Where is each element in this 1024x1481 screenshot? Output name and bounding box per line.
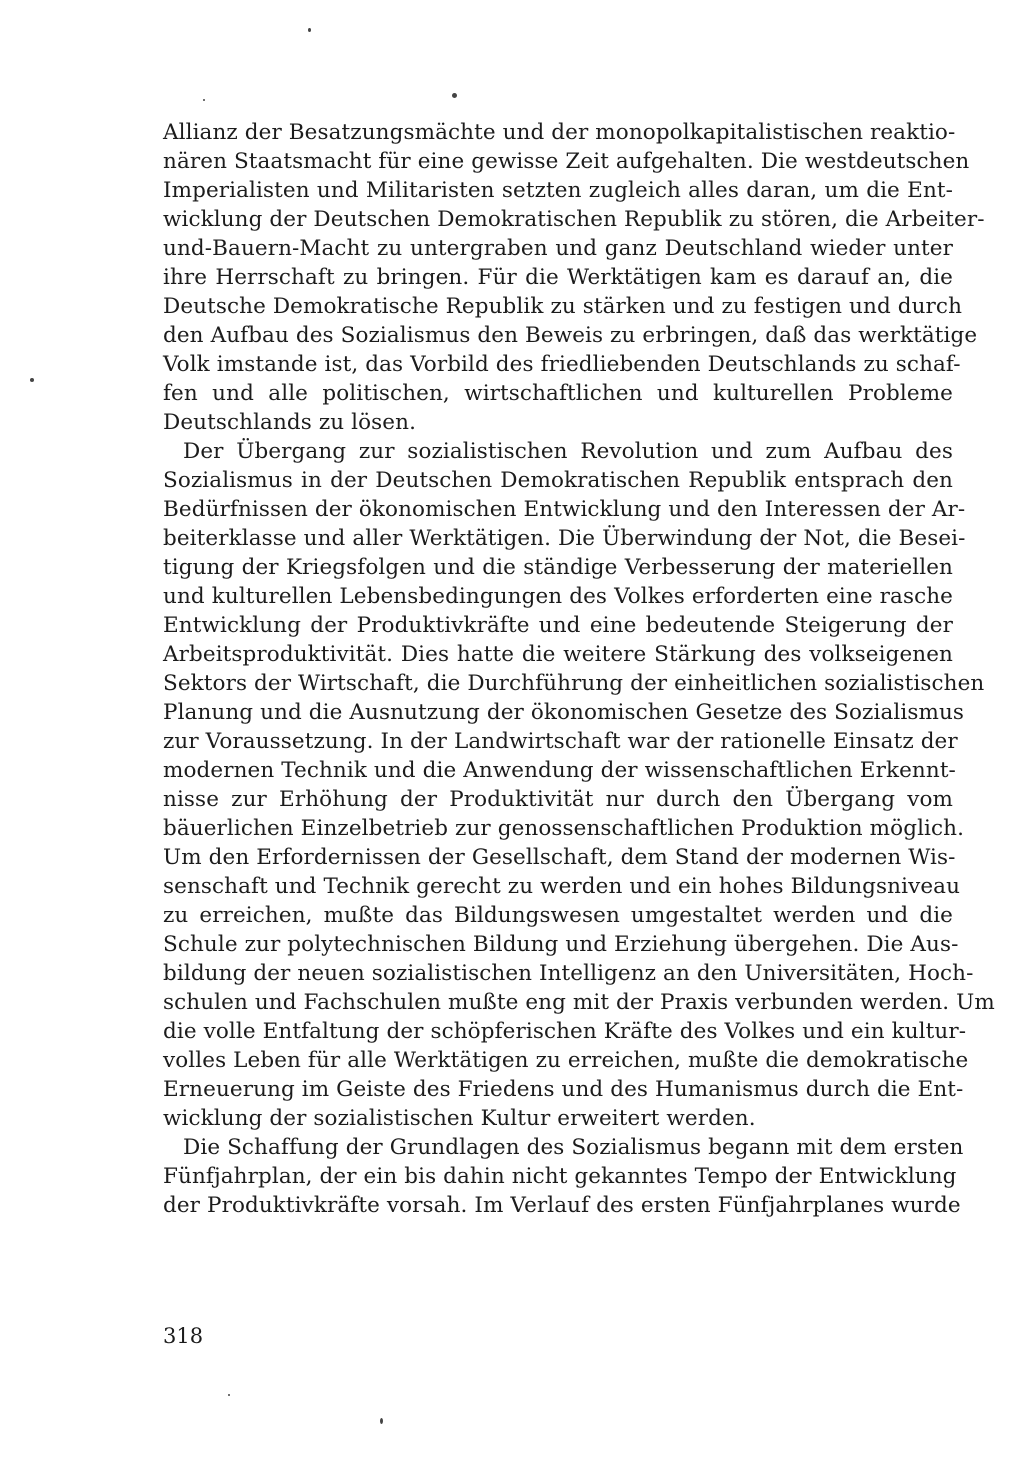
text-line: Fünfjahrplan, der ein bis dahin nicht gekanntes Tempo der Entwicklung [163, 1164, 957, 1189]
scan-speck [203, 99, 205, 101]
text-line: Arbeitsproduktivität. Dies hatte die weitere Stärkung des volkseigenen [163, 642, 953, 667]
page-number: 318 [163, 1324, 204, 1348]
text-line: Um den Erfordernissen der Gesellschaft, dem Stand der modernen Wis- [163, 845, 956, 870]
text-line: ihre Herrschaft zu bringen. Für die Werktätigen kam es darauf an, die [163, 265, 953, 290]
text-line: bäuerlichen Einzelbetrieb zur genossenschaftlichen Produktion möglich. [163, 816, 965, 841]
text-line: tigung der Kriegsfolgen und die ständige Verbesserung der materiellen [163, 555, 953, 580]
text-line: Die Schaffung der Grundlagen des Sozialismus begann mit dem ersten [183, 1135, 964, 1160]
scan-speck [30, 378, 34, 382]
text-line: Volk imstande ist, das Vorbild des friedliebenden Deutschlands zu schaf- [163, 352, 961, 377]
scan-speck [308, 28, 311, 32]
text-line: Planung und die Ausnutzung der ökonomischen Gesetze des Sozialismus [163, 700, 965, 725]
text-line: Deutschlands zu lösen. [163, 410, 417, 435]
text-line: fen und alle politischen, wirtschaftlichen und kulturellen Probleme [163, 381, 953, 406]
text-line: schulen und Fachschulen mußte eng mit der Praxis verbunden werden. Um [163, 990, 995, 1015]
body-text [163, 118, 995, 1220]
text-line: Entwicklung der Produktivkräfte und eine bedeutende Steigerung der [163, 613, 953, 638]
text-line: modernen Technik und die Anwendung der wissenschaftlichen Erkennt- [163, 758, 956, 783]
text-line: zu erreichen, mußte das Bildungswesen umgestaltet werden und die [163, 903, 953, 928]
text-line: bildung der neuen sozialistischen Intelligenz an den Universitäten, Hoch- [163, 961, 974, 986]
text-line: Erneuerung im Geiste des Friedens und des Humanismus durch die Ent- [163, 1077, 964, 1102]
scan-speck [452, 93, 457, 98]
text-line: Imperialisten und Militaristen setzten zugleich alles daran, um die Ent- [163, 178, 953, 203]
text-line: zur Voraussetzung. In der Landwirtschaft war der rationelle Einsatz der [163, 729, 958, 754]
paragraph [163, 437, 995, 1133]
text-line: nären Staatsmacht für eine gewisse Zeit aufgehalten. Die westdeutschen [163, 149, 970, 174]
text-line: Sozialismus in der Deutschen Demokratischen Republik entsprach den [163, 468, 953, 493]
text-line: den Aufbau des Sozialismus den Beweis zu erbringen, daß das werktätige [163, 323, 978, 348]
text-line: wicklung der sozialistischen Kultur erweitert werden. [163, 1106, 756, 1131]
scan-speck [228, 1394, 230, 1396]
scan-speck [380, 1418, 383, 1424]
text-line: Allianz der Besatzungsmächte und der monopolkapitalistischen reaktio- [163, 120, 956, 145]
text-line: senschaft und Technik gerecht zu werden und ein hohes Bildungsniveau [163, 874, 961, 899]
text-line: und-Bauern-Macht zu untergraben und ganz Deutschland wieder unter [163, 236, 953, 261]
text-line: Schule zur polytechnischen Bildung und Erziehung übergehen. Die Aus- [163, 932, 959, 957]
text-line: volles Leben für alle Werktätigen zu erreichen, mußte die demokratische [163, 1048, 969, 1073]
text-line: der Produktivkräfte vorsah. Im Verlauf des ersten Fünfjahrplanes wurde [163, 1193, 961, 1218]
text-line: die volle Entfaltung der schöpferischen Kräfte des Volkes und ein kultur- [163, 1019, 967, 1044]
text-line: beiterklasse und aller Werktätigen. Die Überwindung der Not, die Besei- [163, 526, 966, 551]
text-line: Der Übergang zur sozialistischen Revolution und zum Aufbau des [183, 439, 953, 464]
text-line: wicklung der Deutschen Demokratischen Republik zu stören, die Arbeiter- [163, 207, 985, 232]
text-line: Sektors der Wirtschaft, die Durchführung der einheitlichen sozialistischen [163, 671, 985, 696]
text-line: nisse zur Erhöhung der Produktivität nur durch den Übergang vom [163, 787, 953, 812]
text-line: Bedürfnissen der ökonomischen Entwicklung und den Interessen der Ar- [163, 497, 966, 522]
paragraph [163, 118, 985, 437]
text-line: und kulturellen Lebensbedingungen des Volkes erforderten eine rasche [163, 584, 953, 609]
paragraph [163, 1133, 964, 1220]
text-line: Deutsche Demokratische Republik zu stärken und zu festigen und durch [163, 294, 963, 319]
